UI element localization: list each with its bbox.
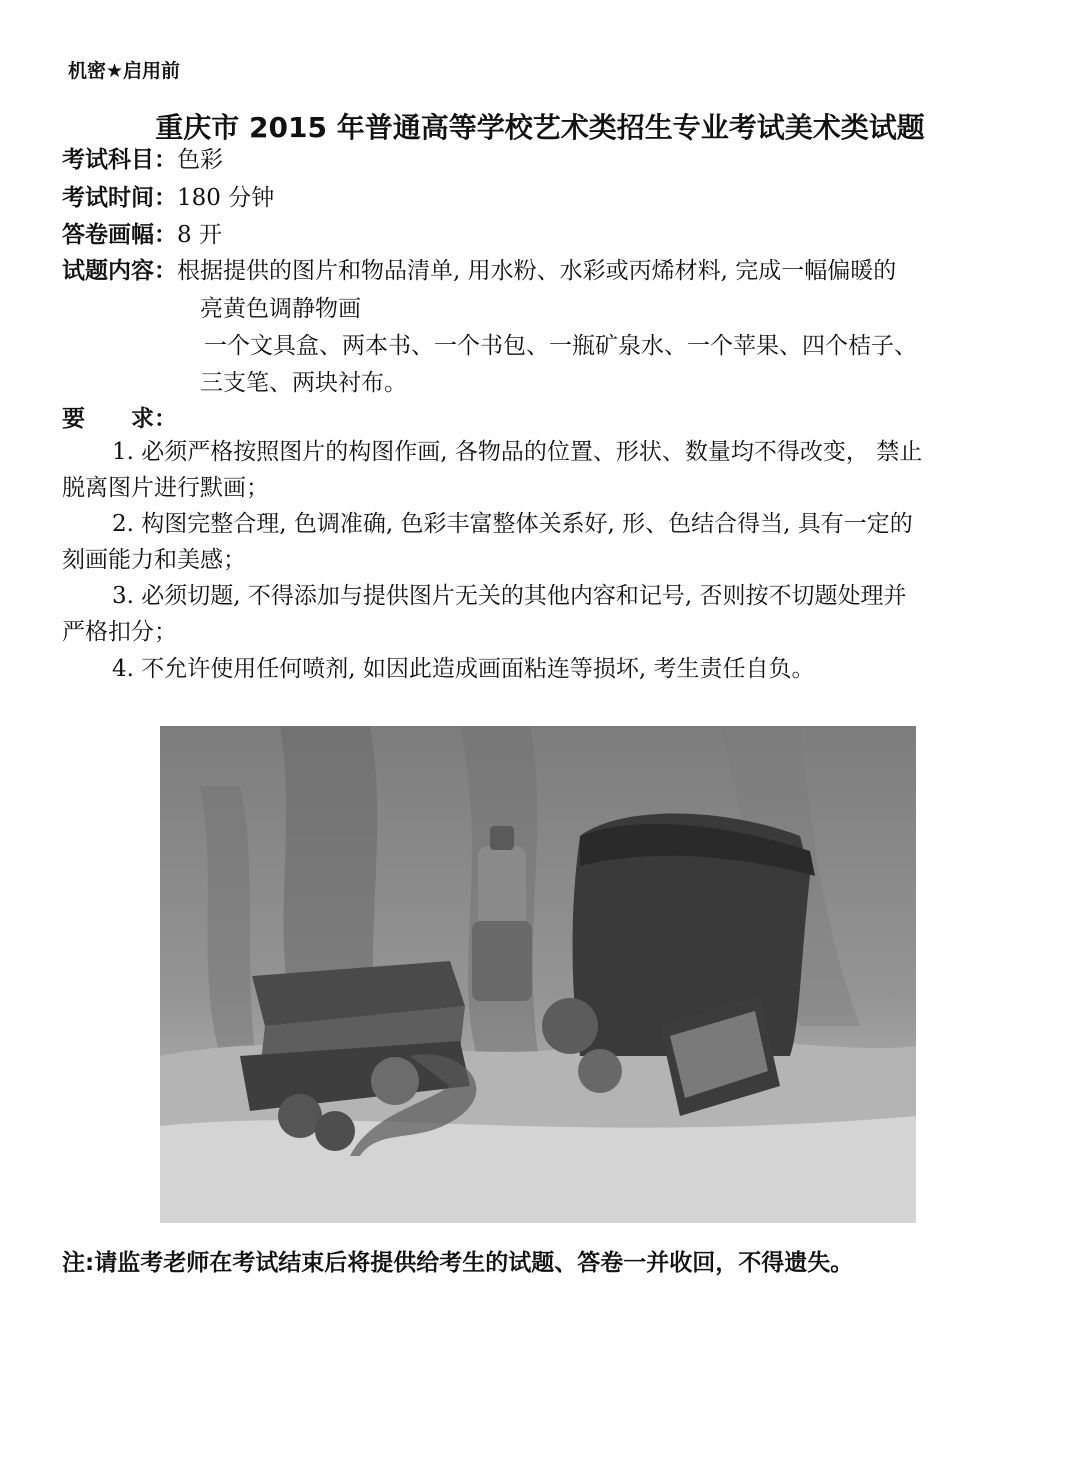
requirements-heading-2: 求： [131, 406, 177, 432]
content-line-2: 亮黄色调静物画 [200, 296, 361, 322]
requirement-3-line-1: 3. 必须切题, 不得添加与提供图片无关的其他内容和记号, 否则按不切题处理并 [112, 583, 907, 609]
info-subject [62, 142, 223, 178]
still-life-photo [160, 726, 916, 1223]
content-line-1: 根据提供的图片和物品清单, 用水粉、水彩或丙烯材料, 完成一幅偏暖的 [177, 258, 897, 284]
requirement-item [62, 434, 1002, 506]
requirements-heading-1: 要 [62, 406, 85, 432]
content-line-3: 一个文具盒、两本书、一个书包、一瓶矿泉水、一个苹果、四个桔子、 [204, 333, 917, 359]
requirement-3-line-2: 严格扣分； [62, 619, 177, 645]
requirement-item [62, 506, 1002, 578]
requirement-4-line-1: 4. 不允许使用任何喷剂, 如因此造成画面粘连等损坏, 考生责任自负。 [112, 656, 815, 682]
requirement-item [62, 651, 1002, 687]
page-title: 重庆市 2015 年普通高等学校艺术类招生专业考试美术类试题 [155, 111, 925, 144]
requirement-1-line-1: 1. 必须严格按照图片的构图作画, 各物品的位置、形状、数量均不得改变， 禁止 [112, 439, 923, 465]
requirements-heading [62, 400, 177, 433]
info-size [62, 217, 222, 253]
requirement-item [62, 578, 1002, 650]
requirement-2-line-1: 2. 构图完整合理, 色调准确, 色彩丰富整体关系好, 形、色结合得当, 具有一定的 [112, 511, 913, 537]
info-time-key: 考试时间： [62, 185, 177, 211]
content-line-4: 三支笔、两块衬布。 [200, 370, 407, 396]
confidential-label: 机密★启用前 [68, 60, 181, 82]
info-subject-key: 考试科目： [62, 147, 177, 173]
info-size-key: 答卷画幅： [62, 222, 177, 248]
info-subject-value: 色彩 [177, 147, 223, 173]
info-time [62, 180, 274, 216]
requirement-2-line-2: 刻画能力和美感； [62, 547, 246, 573]
content-key: 试题内容： [62, 258, 177, 284]
info-time-value: 180 分钟 [177, 185, 275, 211]
info-size-value: 8 开 [177, 222, 222, 248]
requirement-1-line-2: 脱离图片进行默画； [62, 475, 269, 501]
footer-note: 注:请监考老师在考试结束后将提供给考生的试题、答卷一并收回，不得遗失。 [62, 1250, 854, 1276]
content-row [62, 253, 896, 289]
